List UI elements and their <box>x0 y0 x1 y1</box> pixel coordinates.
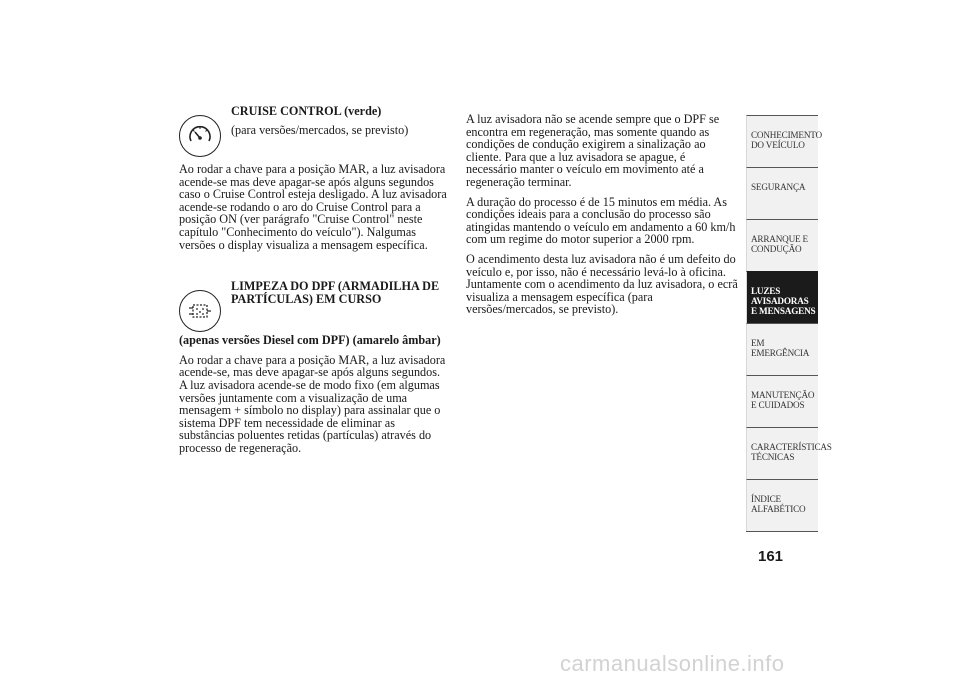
dpf-title: LIMPEZA DO DPF (ARMADILHA DE PARTÍCULAS) EM CURSO <box>231 279 440 306</box>
watermark-text: carmanualsonline.info <box>560 651 785 676</box>
cruise-control-body: Ao rodar a chave para a posição MAR, a luz avisadora acende-se mas deve apagar-se após alguns segundos caso o Cruise Control esteja desligado. A luz avisadora acende-se rodando o aro do Cruise Control para a posição ON (ver parágrafo "Cruise Control" neste capítulo "Conhecimento do veículo"). Nalgumas versões o display visualiza a mensagem específica. <box>179 162 447 252</box>
tab-label: ÍNDICE ALFABÉTICO <box>751 494 806 514</box>
tab-conhecimento[interactable] <box>746 115 822 167</box>
tab-label: SEGURANÇA <box>751 182 806 192</box>
tab-seguranca[interactable] <box>746 167 818 219</box>
tab-label: CARACTERÍSTICAS TÉCNICAS <box>751 442 832 462</box>
tab-emergencia[interactable] <box>746 323 818 375</box>
dpf-body: Ao rodar a chave para a posição MAR, a luz avisadora acende-se, mas deve apagar-se após alguns segundos. A luz avisadora acende-se de modo fixo (em algumas versões juntamente com a visualização de uma mensagem + símbolo no display) para assinalar que o sistema DPF tem necessidade de eliminar as substâncias poluentes retidas (partículas) através do processo de regeneração. <box>179 352 446 455</box>
page-number: 161 <box>758 548 784 565</box>
dpf-subtitle: (apenas versões Diesel com DPF) (amarelo âmbar) <box>179 333 441 348</box>
right-paragraph-3: O acendimento desta luz avisadora não é um defeito do veículo e, por isso, não é necessário levá-lo à oficina. Juntamente com o acendimento da luz avisadora, o ecrã visualiza a mensagem específica (para versões/mercados, se previsto). <box>466 251 738 317</box>
cruise-control-heading <box>179 105 447 163</box>
chapter-tabs <box>746 115 832 534</box>
tab-label: ARRANQUE E CONDUÇÃO <box>751 234 808 254</box>
tab-luzes-avisadoras[interactable] <box>746 271 818 323</box>
dpf-filter-icon <box>179 290 221 332</box>
tab-divider <box>746 531 818 534</box>
dpf-heading <box>179 280 447 334</box>
tab-label: EM EMERGÊNCIA <box>751 338 810 358</box>
right-paragraph-1: A luz avisadora não se acende sempre que o DPF se encontra em regeneração, mas somente quando as condições de condução exigirem a sinalização ao cliente. Para que a luz avisadora se apague, é necessário manter o veículo em movimento até a regeneração terminar. <box>466 112 720 189</box>
tab-manutencao[interactable] <box>746 375 818 427</box>
tab-label: LUZES AVISADORAS E MENSAGENS <box>751 286 816 316</box>
tab-indice[interactable] <box>746 479 818 531</box>
cruise-control-subtitle: (para versões/mercados, se previsto) <box>231 122 409 137</box>
right-paragraph-2: A duração do processo é de 15 minutos em média. As condições ideais para a conclusão do processo são atingidas mantendo o veículo em andamento a 60 km/h com um regime do motor superior a 2000 rpm. <box>466 194 736 247</box>
speedometer-icon <box>179 115 221 157</box>
right-column <box>466 113 738 323</box>
tab-caracteristicas[interactable] <box>746 427 832 479</box>
tab-label: CONHECIMENTO DO VEÍCULO <box>751 130 822 150</box>
left-column <box>179 105 447 462</box>
tab-arranque[interactable] <box>746 219 818 271</box>
tab-label: MANUTENÇÃO E CUIDADOS <box>751 390 815 410</box>
cruise-control-title: CRUISE CONTROL (verde) <box>231 104 382 118</box>
